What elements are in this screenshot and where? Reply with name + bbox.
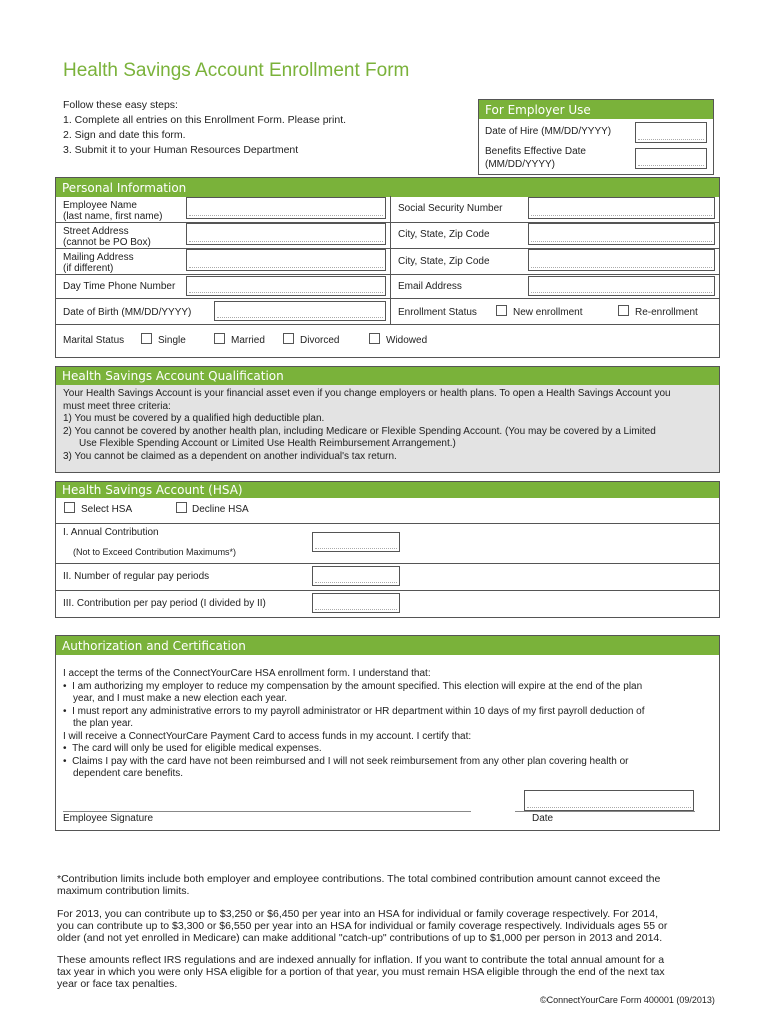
effective-date-label-line2: (MM/DD/YYYY) xyxy=(485,159,555,170)
criterion-2-cont: Use Flexible Spending Account or Limited Use Health Reimbursement Arrangement.) xyxy=(79,438,456,449)
pay-periods-label: II. Number of regular pay periods xyxy=(63,571,210,582)
footer-note-3-line1: These amounts reflect IRS regulations and are indexed annually for inflation. If you want to contribute the total annual amount for a xyxy=(57,954,665,966)
copyright: ©ConnectYourCare Form 400001 (09/2013) xyxy=(540,995,715,1005)
email-label: Email Address xyxy=(398,281,462,292)
auth-bullet-3: • The card will only be used for eligible medical expenses. xyxy=(63,743,322,754)
annual-contribution-note: (Not to Exceed Contribution Maximums*) xyxy=(73,547,237,557)
footer-note-3-line3: year or face tax penalties. xyxy=(57,978,178,990)
divider xyxy=(55,298,720,299)
divider xyxy=(55,523,720,524)
footer-note-2-line3: older (and not yet enrolled in Medicare) can make additional "catch-up" contributions of up to $1,000 per person in 2013 and 2014. xyxy=(57,932,663,944)
re-enrollment-checkbox[interactable] xyxy=(618,305,629,316)
footer-note-2-line1: For 2013, you can contribute up to $3,250 or $6,450 per year into an HSA for individual or family coverage respectively. For 2014, xyxy=(57,908,658,920)
signature-label: Employee Signature xyxy=(63,813,154,824)
qualification-heading: Health Savings Account Qualification xyxy=(56,367,719,385)
auth-bullet-4: • Claims I pay with the card have not been reimbursed and I will not seek reimbursement from any other plan covering health or xyxy=(63,755,629,767)
footer-note-2-line2: you can contribute up to $3,300 or $6,550 per year into an HSA for individual or family coverage respectively. Individuals ages 55 or xyxy=(57,920,668,932)
footer-note-1-line1: *Contribution limits include both employer and employee contributions. The total combined contribution amount cannot exceed the xyxy=(57,873,661,885)
divorced-checkbox[interactable] xyxy=(283,333,294,344)
footer-note-1 xyxy=(57,873,660,897)
widowed-label: Widowed xyxy=(386,335,428,346)
mailing-city-state-zip-label: City, State, Zip Code xyxy=(398,256,490,267)
steps-heading: Follow these easy steps: xyxy=(63,99,178,111)
hire-date-field[interactable] xyxy=(635,122,707,143)
employee-name-label-line2: (last name, first name) xyxy=(63,211,163,222)
decline-hsa-label: Decline HSA xyxy=(192,504,249,515)
auth-bullet-2-cont: the plan year. xyxy=(73,718,134,729)
city-state-zip-label: City, State, Zip Code xyxy=(398,229,490,240)
signature-line[interactable] xyxy=(63,811,471,812)
divider xyxy=(55,274,720,275)
divorced-label: Divorced xyxy=(300,335,340,346)
steps-instructions xyxy=(63,98,346,158)
re-enrollment-label: Re-enrollment xyxy=(635,307,698,318)
employee-name-label xyxy=(63,200,162,222)
date-line xyxy=(515,811,695,812)
decline-hsa-checkbox[interactable] xyxy=(176,502,187,513)
footer-note-2 xyxy=(57,908,667,944)
annual-contribution-label: I. Annual Contribution xyxy=(63,527,159,538)
date-field[interactable] xyxy=(524,790,694,811)
mailing-address-label-line2: (if different) xyxy=(63,263,114,274)
employer-use-box xyxy=(478,99,714,175)
divider xyxy=(55,324,720,325)
pay-periods-field[interactable] xyxy=(312,566,400,586)
street-address-label-line1: Street Address xyxy=(63,226,129,237)
per-period-label: III. Contribution per pay period (I divided by II) xyxy=(63,598,266,609)
married-label: Married xyxy=(231,335,265,346)
effective-date-label-line1: Benefits Effective Date xyxy=(485,146,586,157)
step-3: 3. Submit it to your Human Resources Department xyxy=(63,144,299,156)
auth-bullet-2: • I must report any administrative errors to my payroll administrator or HR department within 10 days of my first payroll deduction of xyxy=(63,705,645,717)
employee-name-label-line1: Employee Name xyxy=(63,200,137,211)
hire-date-label: Date of Hire (MM/DD/YYYY) xyxy=(485,126,612,137)
auth-bullet-4-text: Claims I pay with the card have not been reimbursed and I will not seek reimbursement from any other plan covering health or xyxy=(72,755,629,767)
employer-use-heading: For Employer Use xyxy=(479,100,713,119)
street-address-label xyxy=(63,226,151,248)
street-address-label-line2: (cannot be PO Box) xyxy=(63,237,151,248)
enrollment-status-label: Enrollment Status xyxy=(398,307,477,318)
email-field[interactable] xyxy=(528,276,715,296)
dob-field[interactable] xyxy=(214,301,386,321)
married-checkbox[interactable] xyxy=(214,333,225,344)
widowed-checkbox[interactable] xyxy=(369,333,380,344)
per-period-field[interactable] xyxy=(312,593,400,613)
phone-field[interactable] xyxy=(186,276,386,296)
single-label: Single xyxy=(158,335,186,346)
ssn-label: Social Security Number xyxy=(398,203,503,214)
hsa-heading: Health Savings Account (HSA) xyxy=(56,482,719,498)
step-1: 1. Complete all entries on this Enrollment Form. Please print. xyxy=(63,114,347,126)
employee-name-field[interactable] xyxy=(186,197,386,219)
divider xyxy=(55,563,720,564)
column-divider xyxy=(390,196,391,324)
mailing-city-state-zip-field[interactable] xyxy=(528,249,715,271)
criterion-3: 3) You cannot be claimed as a dependent on another individual's tax return. xyxy=(63,450,397,462)
new-enrollment-checkbox[interactable] xyxy=(496,305,507,316)
qualification-line1: Your Health Savings Account is your financial asset even if you change employers or health plans. To open a Health Savings Account you xyxy=(63,388,671,399)
city-state-zip-field[interactable] xyxy=(528,223,715,245)
select-hsa-label: Select HSA xyxy=(81,504,133,515)
footer-note-1-line2: maximum contribution limits. xyxy=(57,885,190,897)
dob-label: Date of Birth (MM/DD/YYYY) xyxy=(63,307,192,318)
form-title: Health Savings Account Enrollment Form xyxy=(63,60,410,81)
auth-bullet-3-text: The card will only be used for eligible medical expenses. xyxy=(72,743,322,754)
qualification-line2: must meet three criteria: xyxy=(63,400,171,412)
auth-bullet-1-cont: year, and I must make a new election each year. xyxy=(73,693,288,704)
footer-note-3-line2: tax year in which you were only HSA eligible for a portion of that year, you must remain HSA eligible through the end of the next tax xyxy=(57,966,665,978)
authorization-text xyxy=(63,668,718,781)
divider xyxy=(55,590,720,591)
auth-card-intro: I will receive a ConnectYourCare Payment Card to access funds in my account. I certify that: xyxy=(63,730,472,742)
select-hsa-checkbox[interactable] xyxy=(64,502,75,513)
effective-date-label xyxy=(485,146,586,170)
phone-label: Day Time Phone Number xyxy=(63,281,176,292)
qualification-text xyxy=(63,388,723,463)
auth-bullet-2-text: I must report any administrative errors to my payroll administrator or HR department within 10 days of my first payroll deduction of xyxy=(72,705,645,717)
date-label: Date xyxy=(532,813,554,824)
effective-date-field[interactable] xyxy=(635,148,707,169)
marital-status-label: Marital Status xyxy=(63,335,125,346)
personal-info-heading: Personal Information xyxy=(56,178,719,197)
footer-note-3 xyxy=(57,954,665,990)
auth-bullet-1-text: I am authorizing my employer to reduce my compensation by the amount specified. This election will expire at the end of the plan xyxy=(72,680,643,692)
mailing-address-label xyxy=(63,252,134,274)
authorization-heading: Authorization and Certification xyxy=(56,636,719,655)
criterion-2: 2) You cannot be covered by another health plan, including Medicare or Flexible Spending Account. (You may be covered by a Limited xyxy=(63,425,656,437)
annual-contribution-field[interactable] xyxy=(312,532,400,552)
ssn-field[interactable] xyxy=(528,197,715,219)
criterion-1: 1) You must be covered by a qualified high deductible plan. xyxy=(63,413,325,424)
street-address-field[interactable] xyxy=(186,223,386,245)
single-checkbox[interactable] xyxy=(141,333,152,344)
auth-bullet-1: • I am authorizing my employer to reduce my compensation by the amount specified. This election will expire at the end of the plan xyxy=(63,680,643,692)
auth-bullet-4-cont: dependent care benefits. xyxy=(73,768,184,779)
auth-intro: I accept the terms of the ConnectYourCare HSA enrollment form. I understand that: xyxy=(63,668,431,679)
step-2: 2. Sign and date this form. xyxy=(63,129,186,141)
new-enrollment-label: New enrollment xyxy=(513,307,583,318)
mailing-address-field[interactable] xyxy=(186,249,386,271)
mailing-address-label-line1: Mailing Address xyxy=(63,252,134,263)
